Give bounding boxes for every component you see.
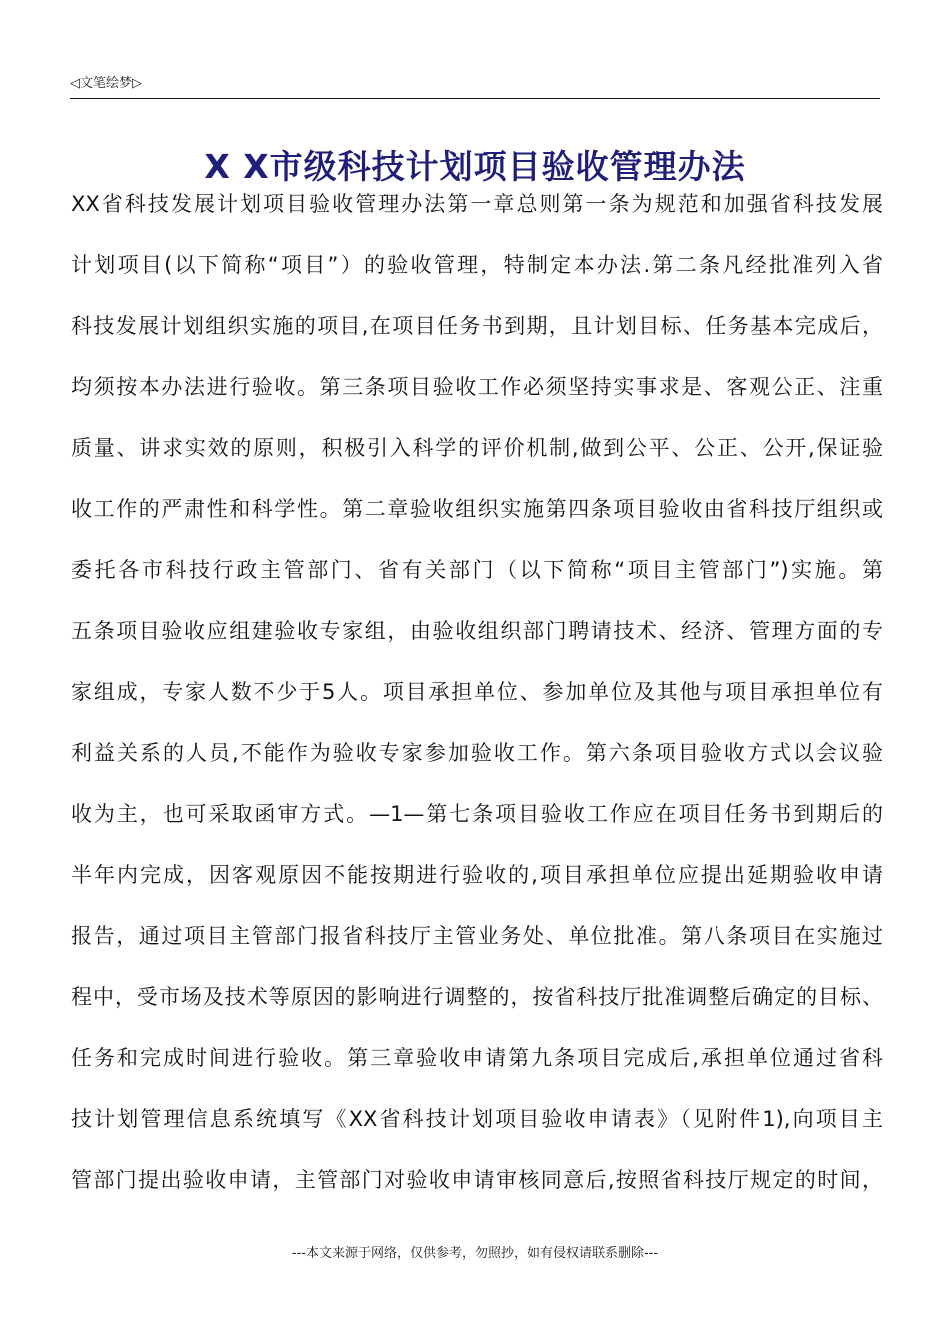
body-line: 任务和完成时间进行验收。第三章验收申请第九条项目完成后,承担单位通过省科 [71, 1046, 883, 1070]
document-title: X X市级科技计划项目验收管理办法 [204, 147, 746, 187]
body-line: 计划项目(以下简称“项目”）的验收管理，特制定本办法.第二条凡经批准列入省 [71, 253, 883, 277]
body-line: 利益关系的人员,不能作为验收专家参加验收工作。第六条项目验收方式以会议验 [71, 741, 883, 765]
body-line: 收为主，也可采取函审方式。—1—第七条项目验收工作应在项目任务书到期后的 [71, 802, 883, 826]
body-line: 程中，受市场及技术等原因的影响进行调整的，按省科技厅批准调整后确定的目标、 [71, 985, 883, 1009]
page-footer: ---本文来源于网络，仅供参考，勿照抄，如有侵权请联系删除--- [291, 1246, 659, 1261]
body-line: 五条项目验收应组建验收专家组，由验收组织部门聘请技术、经济、管理方面的专 [71, 619, 883, 643]
header-divider [70, 98, 880, 99]
body-line: 报告，通过项目主管部门报省科技厅主管业务处、单位批准。第八条项目在实施过 [71, 924, 883, 948]
body-line: 均须按本办法进行验收。第三条项目验收工作必须坚持实事求是、客观公正、注重 [71, 375, 883, 399]
body-line: 管部门提出验收申请，主管部门对验收申请审核同意后,按照省科技厅规定的时间， [71, 1168, 883, 1192]
body-line: 家组成，专家人数不少于5人。项目承担单位、参加单位及其他与项目承担单位有 [71, 680, 883, 704]
document-body [71, 184, 883, 1221]
body-line: 半年内完成，因客观原因不能按期进行验收的,项目承担单位应提出延期验收申请 [71, 863, 883, 887]
body-line: XX省科技发展计划项目验收管理办法第一章总则第一条为规范和加强省科技发展 [71, 192, 883, 216]
body-line: 科技发展计划组织实施的项目,在项目任务书到期，且计划目标、任务基本完成后， [71, 314, 883, 338]
body-line: 技计划管理信息系统填写《XX省科技计划项目验收申请表》（见附件1),向项目主 [71, 1107, 883, 1131]
body-line: 收工作的严肃性和科学性。第二章验收组织实施第四条项目验收由省科技厅组织或 [71, 497, 883, 521]
body-line: 委托各市科技行政主管部门、省有关部门（以下简称“项目主管部门”)实施。第 [71, 558, 883, 582]
body-line: 质量、讲求实效的原则，积极引入科学的评价机制,做到公平、公正、公开,保证验 [71, 436, 883, 460]
header-label: ◁文笔绘梦▷ [70, 76, 142, 91]
page-header [70, 74, 880, 100]
